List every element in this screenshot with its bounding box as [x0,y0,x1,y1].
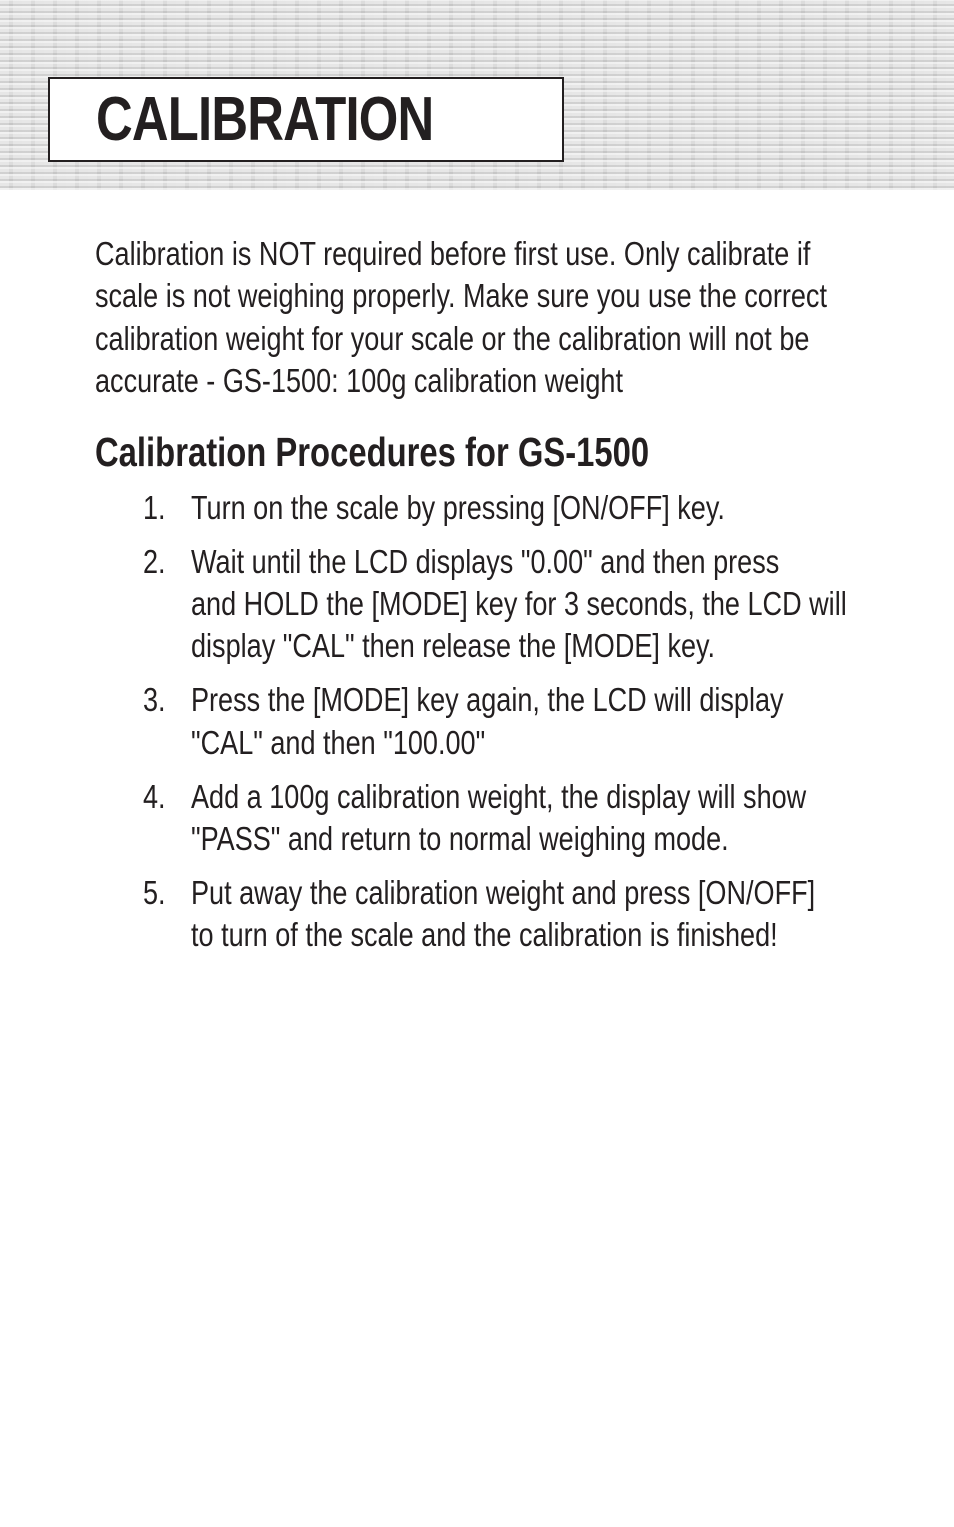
step-text [191,872,896,957]
procedure-step-4 [143,776,823,861]
procedure-step-5 [143,872,823,957]
step-text [191,679,896,764]
intro-line: scale is not weighing properly. Make sure you use the correct [95,277,827,315]
procedure-step-1 [143,487,823,529]
procedure-step-2 [143,541,847,668]
step-number: 2. [143,542,166,580]
step-text [191,541,896,668]
intro-line: accurate - GS-1500: 100g calibration weight [95,361,623,399]
step-number: 1. [143,489,166,526]
intro-line: calibration weight for your scale or the calibration will not be [95,319,810,357]
step-line: Put away the calibration weight and press [ON/OFF] [191,873,816,911]
intro-line: Calibration is NOT required before first use. Only calibrate if [95,235,811,272]
step-number: 5. [143,873,166,911]
section-heading: Calibration Procedures for GS-1500 [95,429,650,475]
procedure-step-3 [143,679,823,764]
page-title-box [48,77,564,162]
step-line: "PASS" and return to normal weighing mode. [191,819,729,857]
step-number: 4. [143,777,166,815]
step-line: Press the [MODE] key again, the LCD will display [191,681,784,719]
step-line: to turn of the scale and the calibration is finished! [191,916,778,954]
intro-paragraph [95,233,827,402]
step-text [191,487,896,529]
step-number: 3. [143,681,166,719]
step-line: and HOLD the [MODE] key for 3 seconds, the LCD will [191,585,847,623]
step-line: display "CAL" then release the [MODE] key. [191,627,716,665]
step-line: Turn on the scale by pressing [ON/OFF] key. [191,489,725,526]
step-line: Wait until the LCD displays "0.00" and then press [191,542,780,580]
page-title: CALIBRATION [96,85,434,154]
step-line: "CAL" and then "100.00" [191,723,486,761]
step-line: Add a 100g calibration weight, the display will show [191,777,807,815]
step-text [191,776,896,861]
procedure-steps-list [143,487,847,968]
